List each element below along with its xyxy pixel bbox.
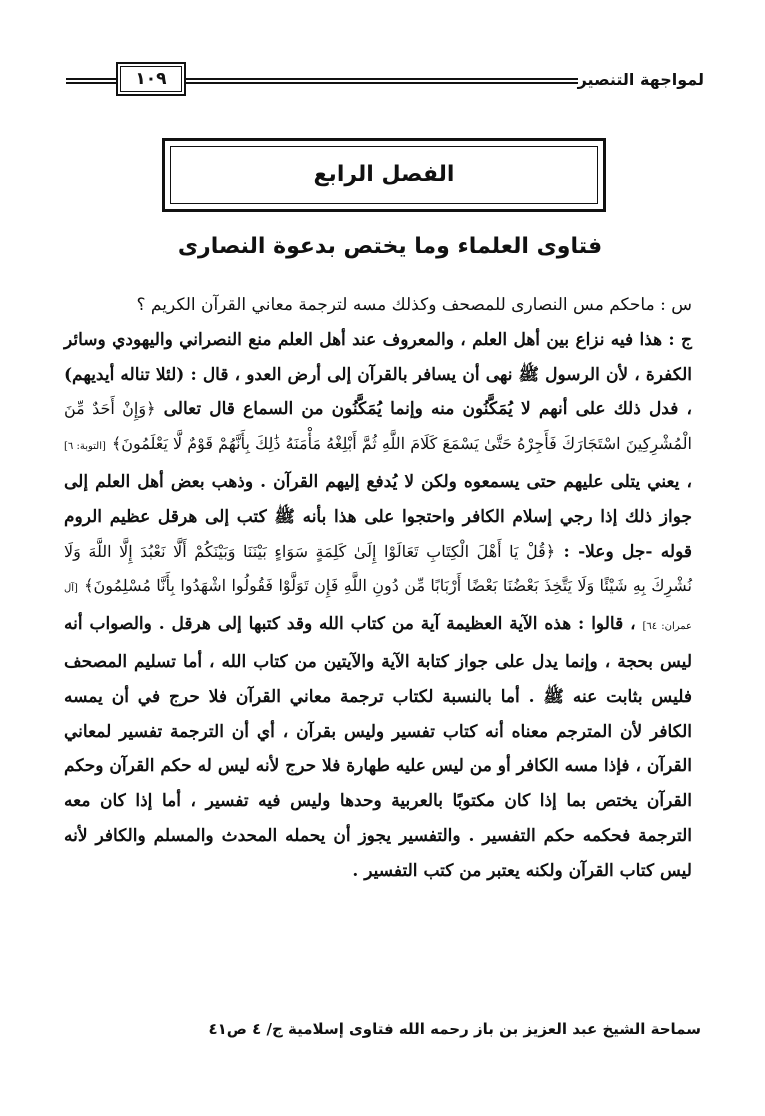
verse-reference-tawbah: [التوبة: ٦] (64, 441, 106, 453)
quran-verse-tawbah: ﴿وَإِنْ أَحَدٌ مِّنَ الْمُشْرِكِينَ اسْتَجَارَكَ فَأَجِرْهُ حَتَّىٰ يَسْمَعَ كَلَامَ اللَّهِ ثُمَّ أَبْلِغْهُ مَأْمَنَهُ ذَٰلِكَ بِأَنَّهُمْ قَوْمٌ لَّا يَعْلَمُونَ﴾ (64, 399, 693, 454)
section-title: فتاوى العلماء وما يختص بدعوة النصارى (177, 234, 603, 259)
running-header (66, 60, 704, 100)
page-number: ١٠٩ (120, 66, 182, 92)
chapter-title: الفصل الرابع (170, 146, 598, 204)
header-rule-left (66, 78, 116, 84)
answer-text-part3: ، قالوا : هذه الآية العظيمة آية من كتاب الله وقد كتبها إلى هرقل . والصواب أنه ليس بحجة ، وإنما يدل على جواز كتابة الآية والآيتين من كتاب الله ، أما تسليم المصحف فليس بثابت عنه ﷺ . أما بالنسبة لكتاب ترجمة معاني القرآن فلا حرج في أن يمسه الكافر لأن المترجم معناه أنه كتاب تفسير وليس بقرآن ، أي أن الترجمة تفسير لمعاني القرآن ، فإذا مسه الكافر أو من ليس عليه طهارة فلا حرج لأنه ليس له حكم القرآن وحكم القرآن يختص بما إذا كان مكتوبًا بالعربية وحدها وليس فيه تفسير ، أما إذا كان معه الترجمة فحكمه حكم التفسير . والتفسير يجوز أن يحمله المحدث والمسلم والكافر لأنه ليس كتاب القرآن ولكنه يعتبر من كتب التفسير . (64, 614, 692, 881)
body-text (64, 288, 692, 889)
verse-reference-al-imran: [آل عمران: ٦٤] (64, 583, 693, 633)
header-rule (186, 78, 578, 84)
quran-verse-al-imran: ﴿قُلْ يَا أَهْلَ الْكِتَابِ تَعَالَوْا إِلَىٰ كَلِمَةٍ سَوَاءٍ بَيْنَنَا وَبَيْنَكُمْ أَلَّا نَعْبُدَ إِلَّا اللَّهَ وَلَا نُشْرِكَ بِهِ شَيْئًا وَلَا يَتَّخِذَ بَعْضُنَا بَعْضًا أَرْبَابًا مِّن دُونِ اللَّهِ فَإِن تَوَلَّوْا فَقُولُوا اشْهَدُوا بِأَنَّا مُسْلِمُونَ﴾ (64, 541, 692, 596)
answer-text-part2: ، يعني يتلى عليهم حتى يسمعوه ولكن لا يُدفع إليهم القرآن . وذهب بعض أهل العلم إلى جواز ذلك إذا رجي إسلام الكافر واحتجوا على هذا بأنه ﷺ كتب إلى هرقل عظيم الروم قوله -جل وعلا- : (64, 471, 693, 562)
running-title: لمواجهة التنصير (577, 70, 704, 89)
fatwa-attribution: سماحة الشيخ عبد العزيز بن باز رحمه الله فتاوى إسلامية ج/ ٤ ص٤١ (208, 1020, 701, 1038)
answer-paragraph (64, 323, 692, 889)
question-paragraph: س : ماحكم مس النصارى للمصحف وكذلك مسه لترجمة معاني القرآن الكريم ؟ (136, 295, 692, 315)
answer-text-part1: ج : هذا فيه نزاع بين أهل العلم ، والمعروف عند أهل العلم منع النصراني واليهودي وسائر الكفرة ، لأن الرسول ﷺ نهى أن يسافر بالقرآن إلى أرض العدو ، قال : (لئلا تناله أيديهم) ، فدل ذلك على أنهم لا يُمَكَّنُون منه وإنما يُمَكَّنُون من السماع قال تعالى (64, 329, 692, 420)
page-number-box (116, 62, 186, 96)
chapter-title-frame (162, 138, 606, 212)
